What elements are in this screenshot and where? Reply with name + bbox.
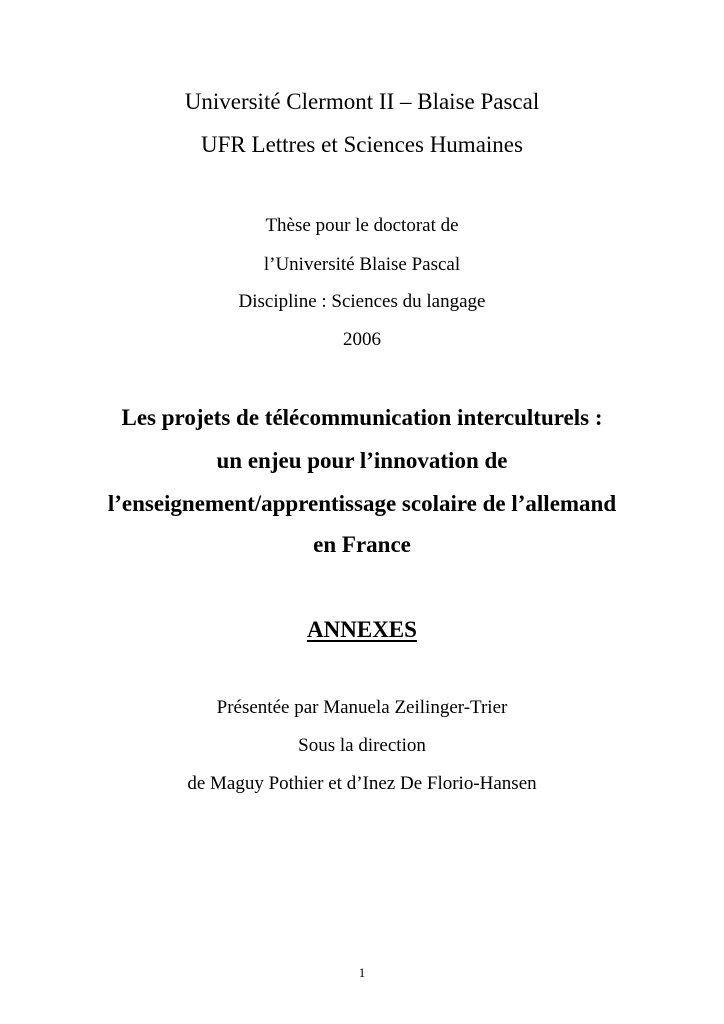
thesis-title-line-4: en France [313,532,411,557]
thesis-type: Thèse pour le doctorat de [265,215,459,236]
thesis-title-line-1: Les projets de télécommunication interculturels : [121,405,603,430]
direction-label: Sous la direction [298,735,426,756]
thesis-title-line-3: l’enseignement/apprentissage scolaire de l’allemand [107,491,617,516]
thesis-year: 2006 [343,329,381,350]
university-name: Université Clermont II – Blaise Pascal [184,89,540,114]
faculty-name: UFR Lettres et Sciences Humaines [201,132,523,157]
page-number: 1 [358,965,366,980]
supervisors: de Maguy Pothier et d’Inez De Florio-Hansen [187,773,537,794]
thesis-discipline: Discipline : Sciences du langage [238,291,486,312]
thesis-university: l’Université Blaise Pascal [263,254,461,275]
thesis-title-line-2: un enjeu pour l’innovation de [216,448,508,473]
annexes-heading: ANNEXES [307,617,417,642]
presented-by: Présentée par Manuela Zeilinger-Trier [216,697,508,718]
